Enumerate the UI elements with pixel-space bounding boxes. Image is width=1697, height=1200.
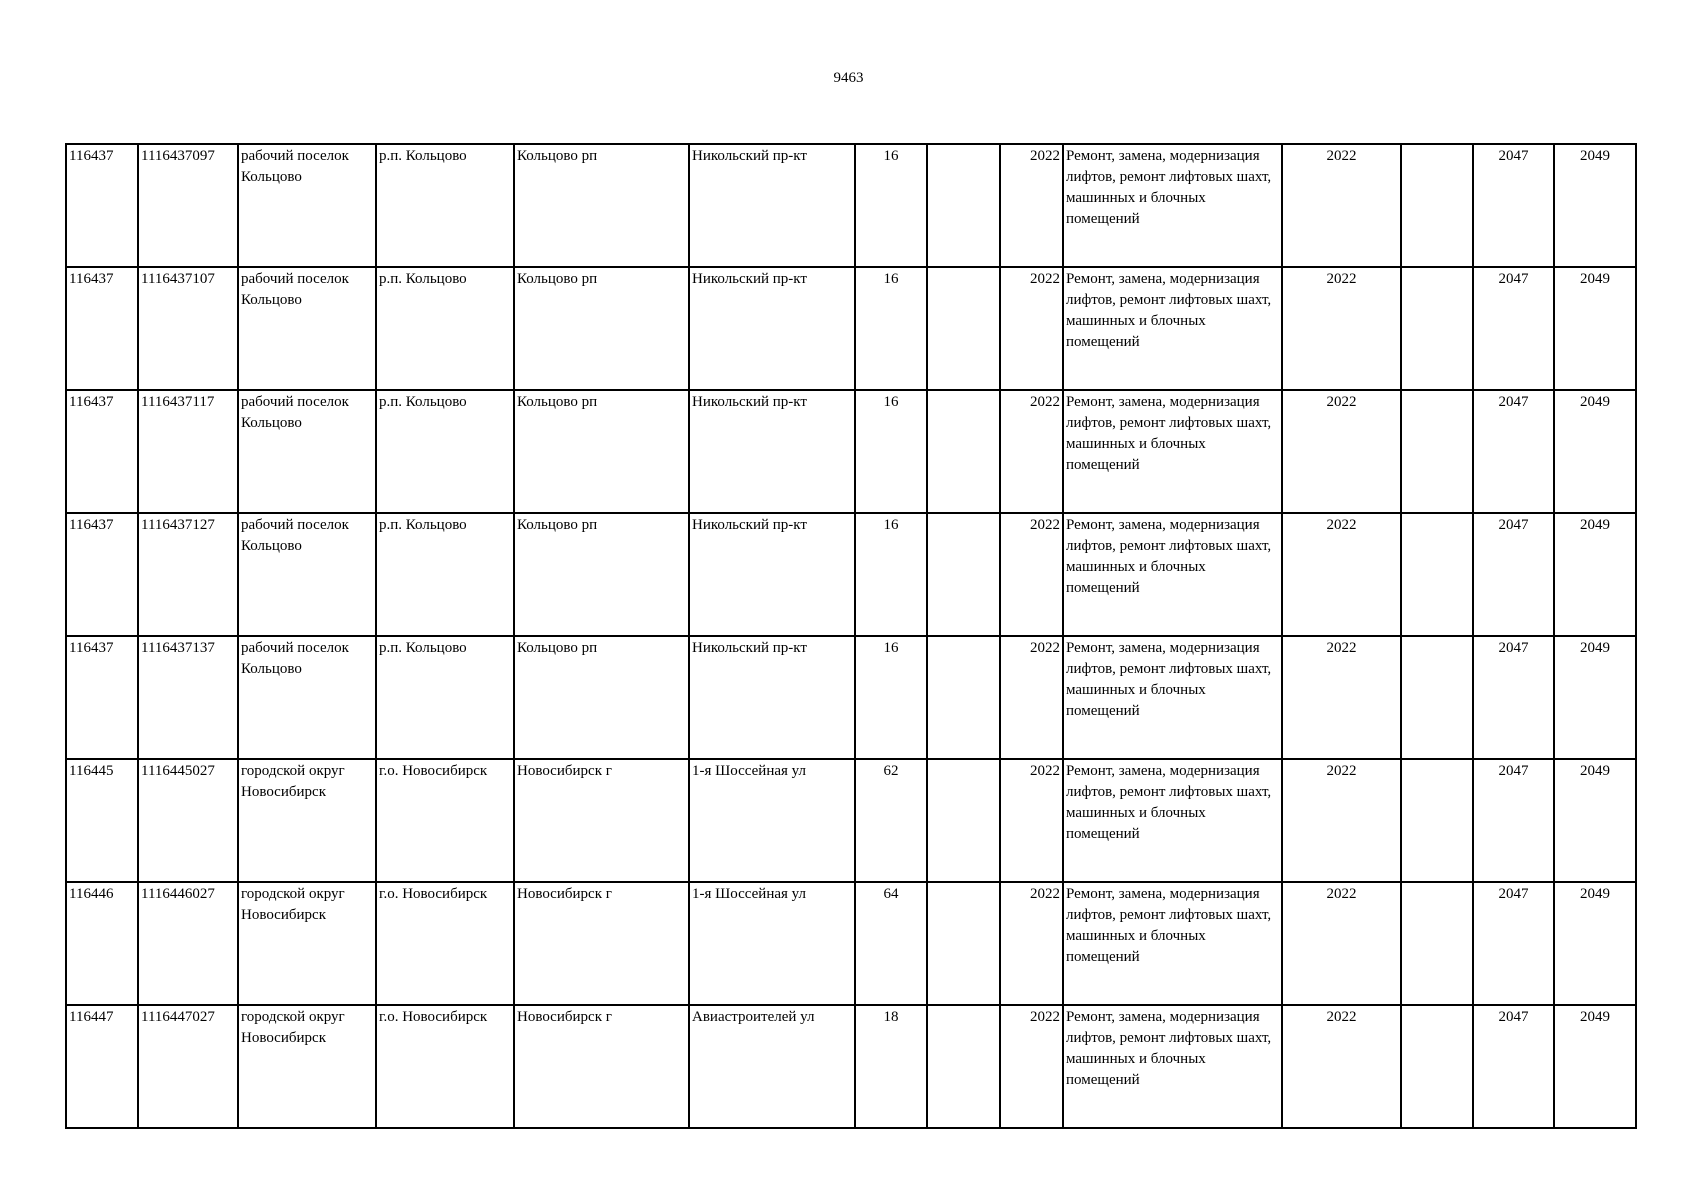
cell-mo-short: р.п. Кольцово <box>376 390 514 513</box>
table-row <box>66 882 1636 1005</box>
cell-settlement: Кольцово рп <box>514 390 689 513</box>
cell-code: 1116447027 <box>138 1005 238 1128</box>
cell-year-b: 2049 <box>1554 513 1636 636</box>
cell-municipality: городской округ Новосибирск <box>238 1005 376 1128</box>
cell-mo-short: р.п. Кольцово <box>376 513 514 636</box>
cell-year-a: 2047 <box>1473 513 1554 636</box>
cell-block <box>927 390 1000 513</box>
cell-year-a: 2047 <box>1473 144 1554 267</box>
page-number: 9463 <box>833 70 864 86</box>
cell-year-start: 2022 <box>1000 390 1063 513</box>
cell-plan-year: 2022 <box>1282 759 1401 882</box>
cell-municipality: городской округ Новосибирск <box>238 759 376 882</box>
cell-mo-short: г.о. Новосибирск <box>376 1005 514 1128</box>
cell-street: Авиастроителей ул <box>689 1005 855 1128</box>
cell-year-start: 2022 <box>1000 882 1063 1005</box>
cell-mo-short: р.п. Кольцово <box>376 267 514 390</box>
cell-block <box>927 1005 1000 1128</box>
cell-year-b: 2049 <box>1554 882 1636 1005</box>
cell-year-a: 2047 <box>1473 1005 1554 1128</box>
cell-empty <box>1401 144 1473 267</box>
cell-municipality: рабочий поселок Кольцово <box>238 144 376 267</box>
cell-year-start: 2022 <box>1000 1005 1063 1128</box>
cell-settlement: Кольцово рп <box>514 267 689 390</box>
cell-work-type: Ремонт, замена, модернизация лифтов, ремонт лифтовых шахт, машинных и блочных помещений <box>1063 636 1282 759</box>
cell-id: 116437 <box>66 390 138 513</box>
cell-street: Никольский пр-кт <box>689 390 855 513</box>
cell-house: 16 <box>855 267 927 390</box>
cell-year-b: 2049 <box>1554 144 1636 267</box>
cell-work-type: Ремонт, замена, модернизация лифтов, ремонт лифтовых шахт, машинных и блочных помещений <box>1063 513 1282 636</box>
cell-year-start: 2022 <box>1000 513 1063 636</box>
table-row <box>66 636 1636 759</box>
cell-id: 116447 <box>66 1005 138 1128</box>
table-row <box>66 144 1636 267</box>
cell-year-a: 2047 <box>1473 636 1554 759</box>
table-row <box>66 513 1636 636</box>
cell-block <box>927 267 1000 390</box>
cell-year-b: 2049 <box>1554 759 1636 882</box>
cell-mo-short: р.п. Кольцово <box>376 636 514 759</box>
cell-code: 1116437107 <box>138 267 238 390</box>
cell-mo-short: р.п. Кольцово <box>376 144 514 267</box>
cell-block <box>927 882 1000 1005</box>
table-row <box>66 759 1636 882</box>
cell-settlement: Кольцово рп <box>514 144 689 267</box>
cell-block <box>927 759 1000 882</box>
cell-year-b: 2049 <box>1554 390 1636 513</box>
cell-plan-year: 2022 <box>1282 390 1401 513</box>
cell-house: 16 <box>855 636 927 759</box>
cell-code: 1116437127 <box>138 513 238 636</box>
cell-mo-short: г.о. Новосибирск <box>376 759 514 882</box>
cell-year-start: 2022 <box>1000 636 1063 759</box>
cell-code: 1116437097 <box>138 144 238 267</box>
cell-year-start: 2022 <box>1000 759 1063 882</box>
cell-municipality: рабочий поселок Кольцово <box>238 636 376 759</box>
cell-block <box>927 513 1000 636</box>
cell-empty <box>1401 882 1473 1005</box>
cell-year-start: 2022 <box>1000 144 1063 267</box>
cell-plan-year: 2022 <box>1282 882 1401 1005</box>
cell-work-type: Ремонт, замена, модернизация лифтов, ремонт лифтовых шахт, машинных и блочных помещений <box>1063 759 1282 882</box>
cell-house: 16 <box>855 390 927 513</box>
cell-plan-year: 2022 <box>1282 267 1401 390</box>
cell-street: Никольский пр-кт <box>689 144 855 267</box>
cell-municipality: рабочий поселок Кольцово <box>238 390 376 513</box>
cell-plan-year: 2022 <box>1282 1005 1401 1128</box>
cell-house: 16 <box>855 513 927 636</box>
cell-plan-year: 2022 <box>1282 513 1401 636</box>
cell-municipality: городской округ Новосибирск <box>238 882 376 1005</box>
cell-code: 1116437137 <box>138 636 238 759</box>
cell-id: 116437 <box>66 513 138 636</box>
cell-house: 18 <box>855 1005 927 1128</box>
cell-empty <box>1401 390 1473 513</box>
cell-work-type: Ремонт, замена, модернизация лифтов, ремонт лифтовых шахт, машинных и блочных помещений <box>1063 267 1282 390</box>
cell-settlement: Кольцово рп <box>514 636 689 759</box>
cell-municipality: рабочий поселок Кольцово <box>238 513 376 636</box>
cell-year-a: 2047 <box>1473 267 1554 390</box>
cell-year-a: 2047 <box>1473 390 1554 513</box>
cell-code: 1116437117 <box>138 390 238 513</box>
cell-year-a: 2047 <box>1473 759 1554 882</box>
cell-id: 116437 <box>66 267 138 390</box>
table-body <box>66 144 1636 1128</box>
cell-block <box>927 144 1000 267</box>
cell-street: Никольский пр-кт <box>689 513 855 636</box>
cell-settlement: Кольцово рп <box>514 513 689 636</box>
cell-year-start: 2022 <box>1000 267 1063 390</box>
cell-street: 1-я Шоссейная ул <box>689 882 855 1005</box>
cell-empty <box>1401 267 1473 390</box>
table-row <box>66 390 1636 513</box>
cell-id: 116446 <box>66 882 138 1005</box>
cell-year-a: 2047 <box>1473 882 1554 1005</box>
cell-work-type: Ремонт, замена, модернизация лифтов, ремонт лифтовых шахт, машинных и блочных помещений <box>1063 1005 1282 1128</box>
cell-house: 64 <box>855 882 927 1005</box>
cell-id: 116445 <box>66 759 138 882</box>
cell-street: Никольский пр-кт <box>689 267 855 390</box>
cell-id: 116437 <box>66 144 138 267</box>
cell-year-b: 2049 <box>1554 267 1636 390</box>
cell-house: 16 <box>855 144 927 267</box>
table-row <box>66 267 1636 390</box>
table-row <box>66 1005 1636 1128</box>
cell-year-b: 2049 <box>1554 1005 1636 1128</box>
cell-empty <box>1401 513 1473 636</box>
cell-work-type: Ремонт, замена, модернизация лифтов, ремонт лифтовых шахт, машинных и блочных помещений <box>1063 390 1282 513</box>
cell-work-type: Ремонт, замена, модернизация лифтов, ремонт лифтовых шахт, машинных и блочных помещений <box>1063 144 1282 267</box>
registry-table <box>65 143 1637 1129</box>
cell-street: Никольский пр-кт <box>689 636 855 759</box>
cell-settlement: Новосибирск г <box>514 759 689 882</box>
cell-code: 1116445027 <box>138 759 238 882</box>
cell-plan-year: 2022 <box>1282 636 1401 759</box>
cell-work-type: Ремонт, замена, модернизация лифтов, ремонт лифтовых шахт, машинных и блочных помещений <box>1063 882 1282 1005</box>
cell-empty <box>1401 636 1473 759</box>
cell-street: 1-я Шоссейная ул <box>689 759 855 882</box>
cell-settlement: Новосибирск г <box>514 882 689 1005</box>
cell-plan-year: 2022 <box>1282 144 1401 267</box>
cell-code: 1116446027 <box>138 882 238 1005</box>
cell-municipality: рабочий поселок Кольцово <box>238 267 376 390</box>
cell-house: 62 <box>855 759 927 882</box>
cell-id: 116437 <box>66 636 138 759</box>
cell-mo-short: г.о. Новосибирск <box>376 882 514 1005</box>
cell-year-b: 2049 <box>1554 636 1636 759</box>
cell-block <box>927 636 1000 759</box>
cell-empty <box>1401 1005 1473 1128</box>
cell-settlement: Новосибирск г <box>514 1005 689 1128</box>
cell-empty <box>1401 759 1473 882</box>
